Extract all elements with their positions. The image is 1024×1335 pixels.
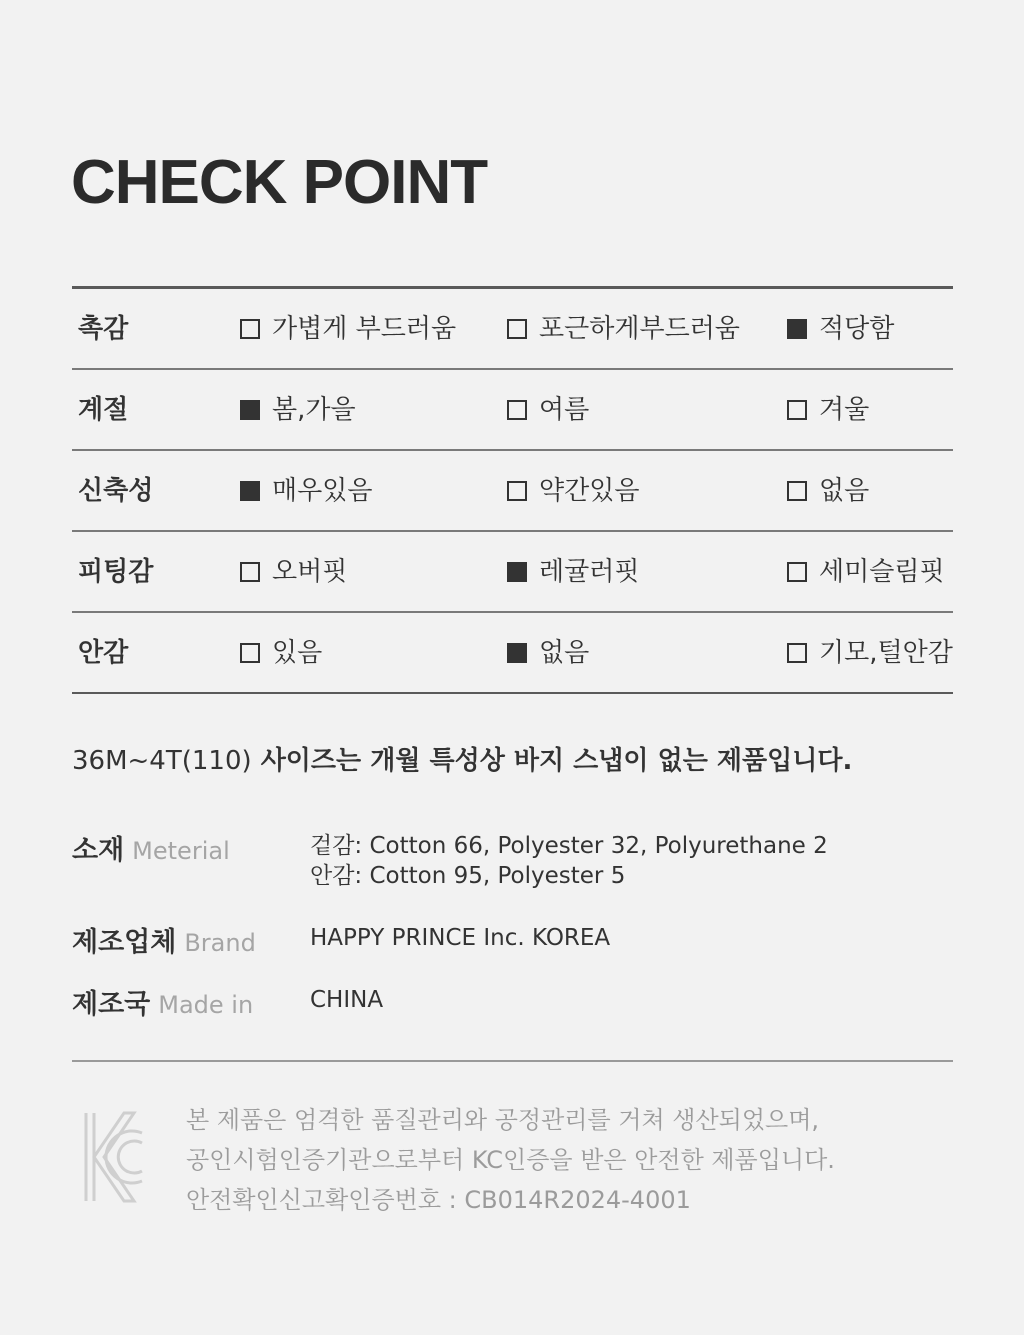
checkbox-checked-icon xyxy=(240,400,260,420)
option: 세미슬림핏 xyxy=(787,532,945,612)
checkbox-checked-icon xyxy=(240,481,260,501)
option: 적당함 xyxy=(787,289,894,369)
table-row xyxy=(72,370,953,451)
brand-label: 제조업체 Brand xyxy=(72,927,256,958)
checkbox-icon xyxy=(507,481,527,501)
checkbox-checked-icon xyxy=(787,319,807,339)
option: 있음 xyxy=(240,613,322,693)
table-row xyxy=(72,613,953,694)
checkbox-icon xyxy=(240,319,260,339)
brand-value: HAPPY PRINCE Inc. KOREA xyxy=(310,925,611,951)
option: 겨울 xyxy=(787,370,869,450)
checkbox-checked-icon xyxy=(507,643,527,663)
option: 없음 xyxy=(507,613,589,693)
option: 봄,가을 xyxy=(240,370,356,450)
checkbox-icon xyxy=(787,562,807,582)
checkbox-icon xyxy=(240,643,260,663)
checkbox-icon xyxy=(507,400,527,420)
table-row xyxy=(72,451,953,532)
origin-value: CHINA xyxy=(310,987,384,1013)
row-label: 피팅감 xyxy=(78,557,154,587)
option: 여름 xyxy=(507,370,589,450)
table-row xyxy=(72,532,953,613)
size-note: 36M~4T(110) 사이즈는 개월 특성상 바지 스냅이 없는 제품입니다. xyxy=(72,746,853,776)
table-row xyxy=(72,289,953,370)
option: 가볍게 부드러움 xyxy=(240,289,456,369)
page-title: CHECK POINT xyxy=(71,148,488,217)
kc-certification-text: 본 제품은 엄격한 품질관리와 공정관리를 거쳐 생산되었으며, 공인시험인증기관으로부터 KC인증을 받은 안전한 제품입니다. 안전확인신고확인증번호 : CB014R2024-4001 xyxy=(186,1106,835,1214)
material-label: 소재 Meterial xyxy=(72,835,230,866)
divider xyxy=(72,1060,953,1062)
checkbox-icon xyxy=(240,562,260,582)
material-value-outer: 겉감: Cotton 66, Polyester 32, Polyurethane 2 xyxy=(310,833,828,859)
option: 매우있음 xyxy=(240,451,372,531)
option: 약간있음 xyxy=(507,451,639,531)
row-label: 신축성 xyxy=(78,476,154,506)
check-point-table xyxy=(72,286,953,694)
option: 기모,털안감 xyxy=(787,613,953,693)
row-label: 계절 xyxy=(78,395,129,425)
checkbox-icon xyxy=(787,400,807,420)
checkbox-icon xyxy=(787,643,807,663)
row-label: 촉감 xyxy=(78,314,129,344)
checkbox-checked-icon xyxy=(507,562,527,582)
origin-label: 제조국 Made in xyxy=(72,989,254,1020)
material-value-lining: 안감: Cotton 95, Polyester 5 xyxy=(310,863,626,889)
option: 오버핏 xyxy=(240,532,347,612)
kc-mark-icon xyxy=(84,1111,144,1203)
option: 레귤러핏 xyxy=(507,532,639,612)
row-label: 안감 xyxy=(78,638,129,668)
checkbox-icon xyxy=(507,319,527,339)
option: 없음 xyxy=(787,451,869,531)
option: 포근하게부드러움 xyxy=(507,289,740,369)
checkbox-icon xyxy=(787,481,807,501)
